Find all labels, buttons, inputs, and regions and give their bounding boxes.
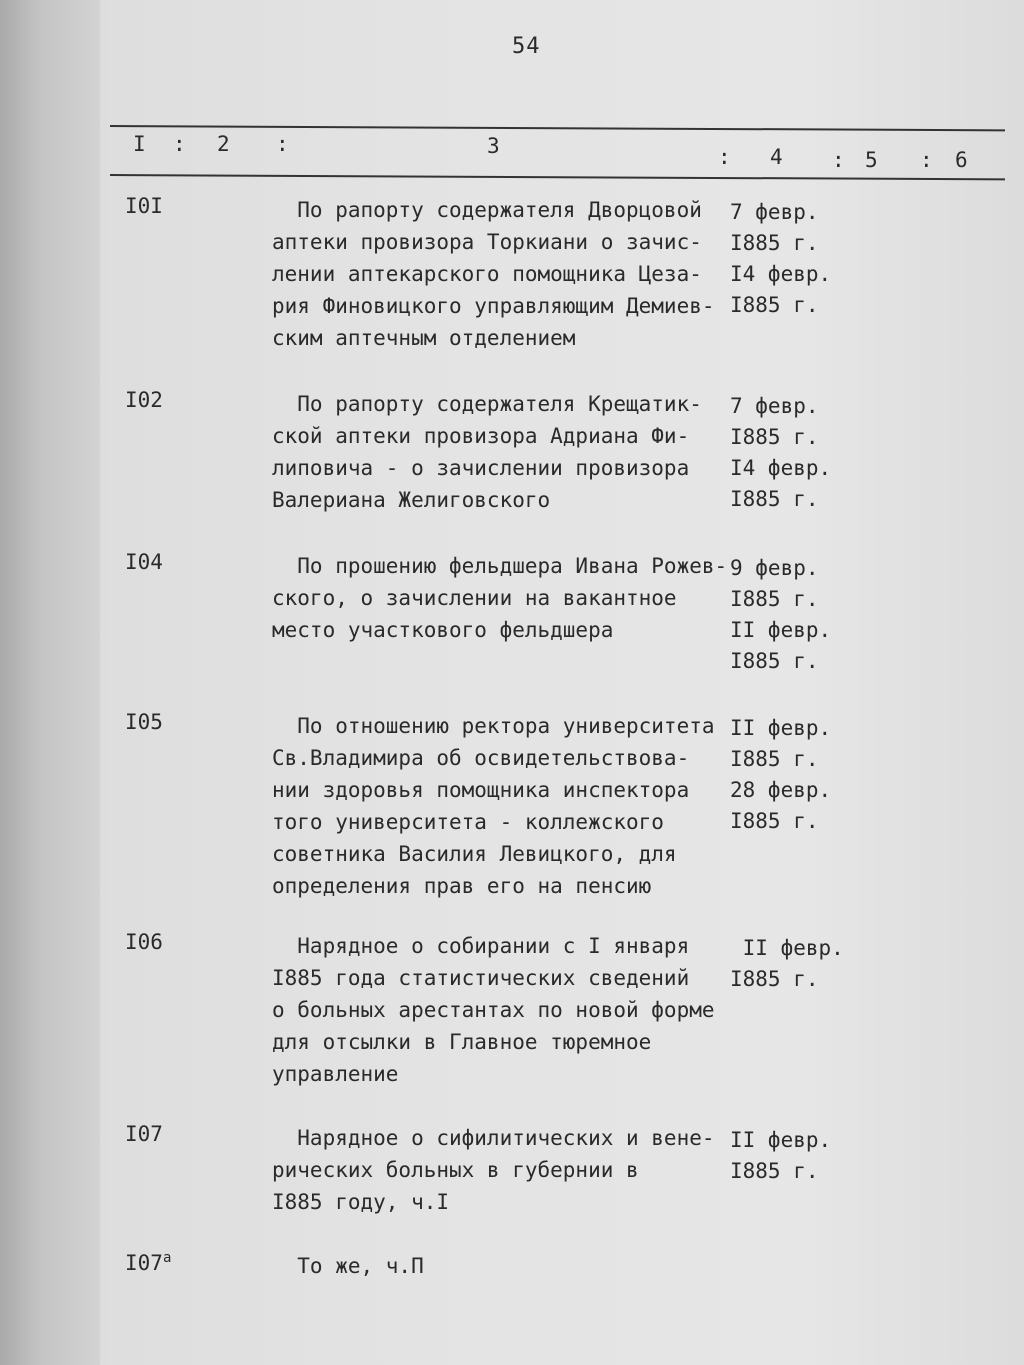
entry-dates: 7 февр. I885 г. I4 февр. I885 г. xyxy=(730,200,832,317)
header-separator: : xyxy=(920,148,933,172)
header-top-rule xyxy=(110,125,1005,131)
header-bottom-rule xyxy=(110,174,1005,180)
entry-number-superscript: а xyxy=(162,1250,172,1266)
header-separator: : xyxy=(718,145,731,169)
entry-description: По рапорту содержателя Дворцовой аптеки провизора Торкиани о зачис- лении аптекарского помощника Цеза- рия Финовицкого управляющим Демиев- ским аптечным отделением xyxy=(272,198,715,350)
header-col-1: I xyxy=(133,132,146,156)
header-separator: : xyxy=(276,132,289,156)
entry-dates: 7 февр. I885 г. I4 февр. I885 г. xyxy=(730,394,832,511)
header-col-2: 2 xyxy=(217,132,230,156)
entry-description: По прошению фельдшера Ивана Рожев- ского, о зачислении на вакантное место участкового фельдшера xyxy=(272,554,728,642)
entry-number: I07 xyxy=(125,1122,163,1146)
header-col-6: 6 xyxy=(955,148,968,172)
entry-number: I06 xyxy=(125,930,163,954)
entry-number: I05 xyxy=(125,710,163,734)
entry-number: I0I xyxy=(125,194,163,218)
entry-number: I02 xyxy=(125,388,163,412)
header-separator: : xyxy=(173,132,186,156)
header-col-5: 5 xyxy=(865,148,878,172)
page-number: 54 xyxy=(512,34,541,59)
header-col-4: 4 xyxy=(770,145,783,169)
entry-description: По отношению ректора университета Св.Владимира об освидетельствова- нии здоровья помощника инспектора того университета - коллежского советника Василия Левицкого, для определения прав его на пенсию xyxy=(272,714,715,898)
entry-dates: II февр. I885 г. 28 февр. I885 г. xyxy=(730,716,832,833)
entry-number xyxy=(125,1250,171,1275)
entry-description: Нарядное о собирании с I января I885 года статистических сведений о больных арестантах по новой форме для отсылки в Главное тюремное управление xyxy=(272,934,715,1086)
header-col-3: 3 xyxy=(487,134,500,158)
entry-number: I04 xyxy=(125,550,163,574)
entry-description: По рапорту содержателя Крещатик- ской аптеки провизора Адриана Фи- липовича - о зачислении провизора Валериана Желиговского xyxy=(272,392,702,512)
entry-description: Нарядное о сифилитических и вене- рических больных в губернии в I885 году, ч.I xyxy=(272,1126,715,1214)
header-separator: : xyxy=(832,148,845,172)
entry-description: То же, ч.П xyxy=(272,1254,424,1278)
entry-dates: II февр. I885 г. xyxy=(730,1128,832,1183)
entry-number-main: I07 xyxy=(125,1251,163,1275)
entry-dates: II февр. I885 г. xyxy=(730,936,844,991)
entry-dates: 9 февр. I885 г. II февр. I885 г. xyxy=(730,556,832,673)
book-spine-shadow xyxy=(0,0,100,1365)
